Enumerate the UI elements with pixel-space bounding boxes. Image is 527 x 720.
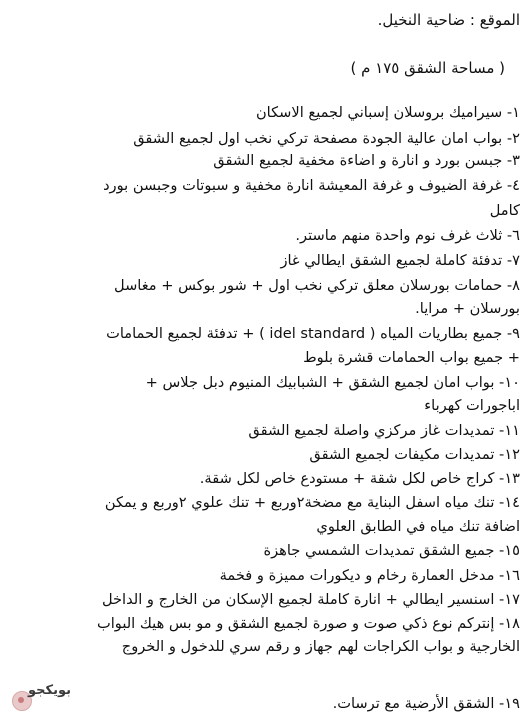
list-item: الخارجية و بواب الكراجات لهم جهاز و رقم سري للدخول و الخروج	[121, 638, 520, 655]
list-item: ٢- بواب امان عالية الجودة مصفحة تركي نخب اول لجميع الشقق	[133, 130, 520, 147]
list-item: ١٠- بواب امان لجميع الشقق + الشبابيك المنيوم دبل جلاس +	[145, 374, 520, 391]
list-item: ٦- ثلاث غرف نوم واحدة منهم ماستر.	[295, 227, 520, 244]
list-item: ١٩- الشقق الأرضية مع ترسات.	[332, 695, 520, 712]
logo-dot-icon	[18, 697, 24, 703]
list-item: كامل	[489, 202, 520, 219]
list-item: ٤- غرفة الضيوف و غرفة المعيشة انارة مخفية و سبوتات وجبسن بورد	[103, 177, 520, 194]
list-item: + جميع بواب الحمامات قشرة بلوط	[303, 349, 520, 366]
list-item: ١٧- اسنسير ايطالي + انارة كاملة لجميع الإسكان من الخارج و الداخل	[101, 591, 520, 608]
list-item: ٨- حمامات بورسلان معلق تركي نخب اول + شور بوكس + مغاسل	[114, 277, 520, 294]
list-item: ١٨- إنتركم نوع ذكي صوت و صورة لجميع الشقق و مو بس هيك البواب	[96, 615, 520, 632]
list-item: ١٥- جميع الشقق تمديدات الشمسي جاهزة	[263, 542, 520, 559]
list-item: ٧- تدفئة كاملة لجميع الشقق ايطالي غاز	[280, 252, 520, 269]
list-item: ١٤- تنك مياه اسفل البناية مع مضخة٢وربع + تنك علوي ٢وربع و يمكن	[104, 494, 520, 511]
list-item: اباجورات كهرباء	[424, 397, 520, 414]
area-line: ( مساحة الشقق ١٧٥ م )	[350, 59, 505, 77]
watermark-logo	[10, 683, 90, 713]
list-item: ٣- جبسن بورد و انارة و اضاءة مخفية لجميع الشقق	[213, 152, 520, 169]
list-item: ١- سيراميك بروسلان إسباني لجميع الاسكان	[255, 104, 520, 121]
list-item: بورسلان + مرايا.	[415, 300, 520, 317]
location-line: الموقع : ضاحية النخيل.	[377, 11, 520, 29]
watermark-text: بويكجو	[28, 683, 71, 698]
list-item: ١٢- تمديدات مكيفات لجميع الشقق	[309, 446, 520, 463]
list-item: ١٦- مدخل العمارة رخام و ديكورات مميزة و فخمة	[219, 567, 520, 584]
list-item: ١١- تمديدات غاز مركزي واصلة لجميع الشقق	[248, 422, 520, 439]
list-item: ٩- جميع بطاريات المياه ( idel standard ) + تدفئة لجميع الحمامات	[106, 325, 520, 342]
list-item: ١٣- كراج خاص لكل شقة + مستودع خاص لكل شقة.	[199, 470, 520, 487]
list-item: اضافة تنك مياه في الطابق العلوي	[316, 518, 520, 535]
